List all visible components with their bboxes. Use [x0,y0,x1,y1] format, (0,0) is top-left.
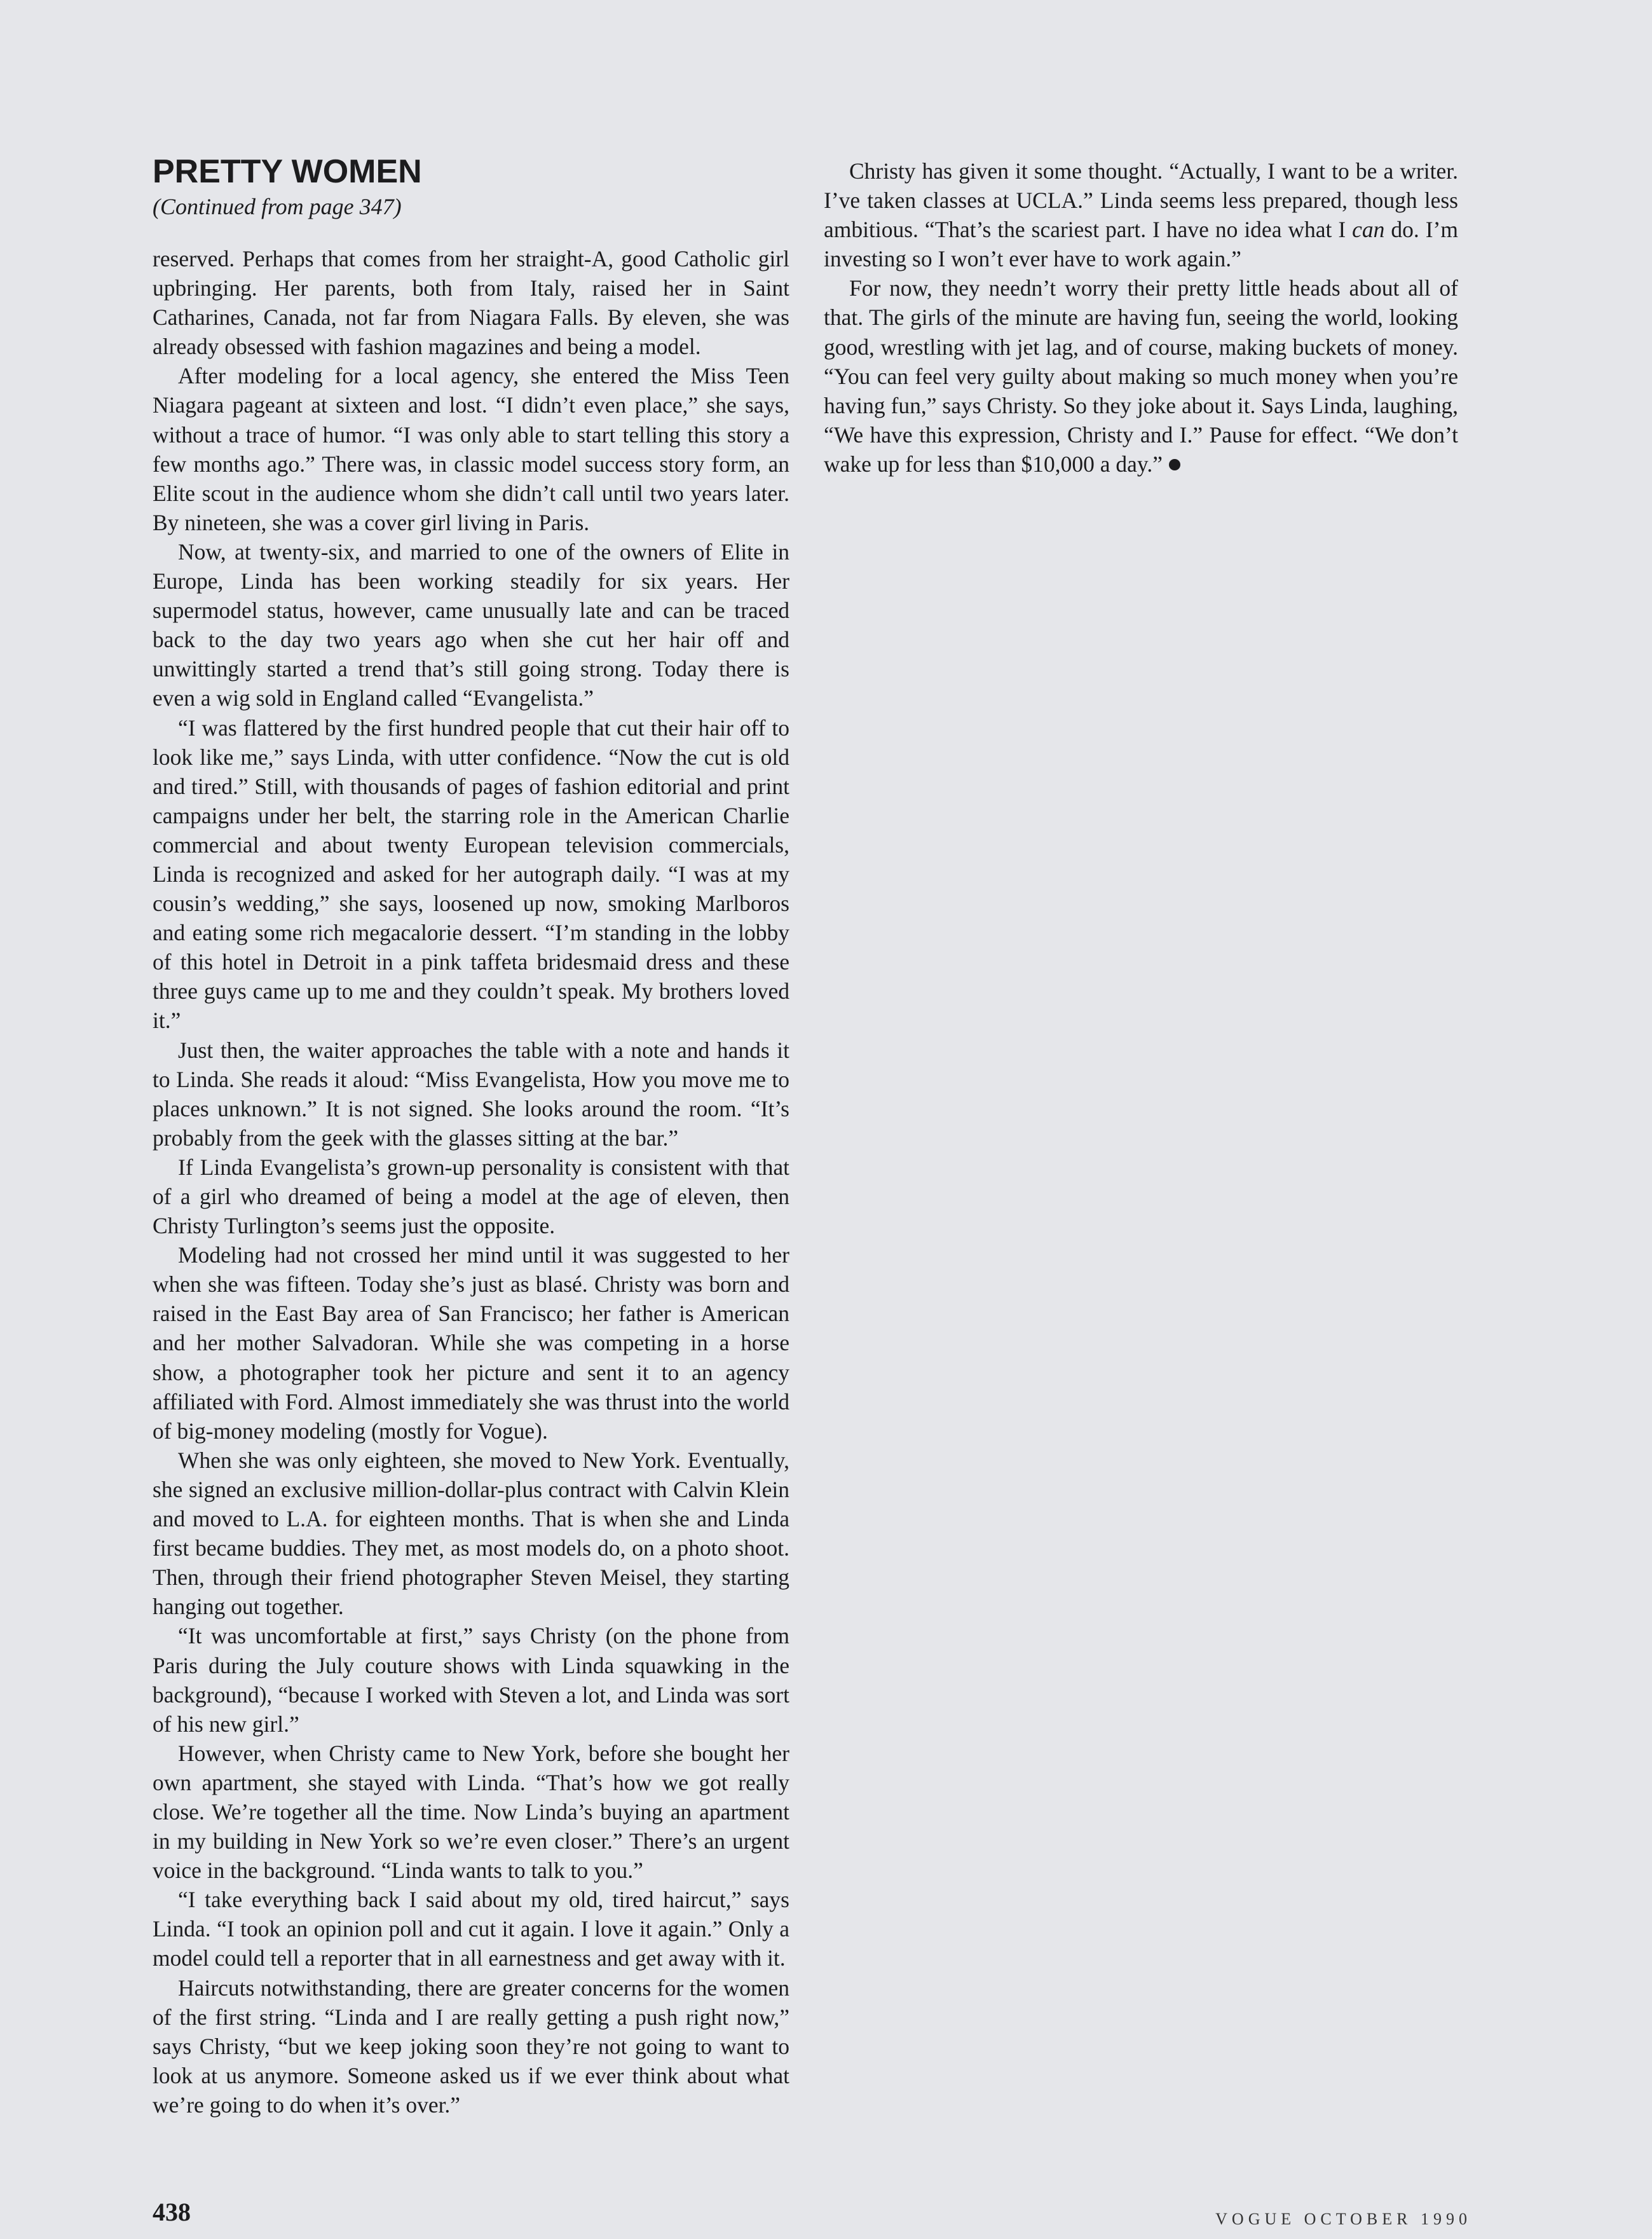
paragraph: After modeling for a local agency, she entered the Miss Teen Niagara pageant at sixteen and lost. “I didn’t even place,” she says, without a trace of humor. “I was only able to start telling this story a few months ago.” There was, in classic model success story form, an Elite scout in the audience whom she didn’t call until two years later. By nineteen, she was a cover girl living in Paris. [153,363,789,535]
paragraph-text: For now, they needn’t worry their pretty little heads about all of that. The girls of the minute are having fun, seeing the world, looking good, wrestling with jet lag, and of course, making buckets of money. “You can feel very guilty about making so much money when you’re having fun,” says Christy. So they joke about it. Says Linda, laughing, “We have this expression, Christy and I.” Pause for effect. “We don’t wake up for less than $10,000 a day.” [824,275,1458,477]
paragraph-text: Christy has given it some thought. “Actually, I want to be a writer. I’ve taken classes at UCLA.” Linda seems less prepared, though less ambitious. “That’s the scariest part. I have no idea what I [824,158,1458,243]
right-text-column [824,156,1458,479]
magazine-issue-credit: VOGUE OCTOBER 1990 [1215,2210,1471,2228]
paragraph [824,156,1458,273]
paragraph: However, when Christy came to New York, before she bought her own apartment, she stayed with Linda. “That’s how we got really close. We’re together all the time. Now Linda’s buying an apartment in my building in New York so we’re even closer.” There’s an urgent voice in the background. “Linda wants to talk to you.” [153,1740,789,1884]
paragraph: When she was only eighteen, she moved to New York. Eventually, she signed an exclusive million-dollar-plus contract with Calvin Klein and moved to L.A. for eighteen months. That is when she and Linda first became buddies. They met, as most models do, on a photo shoot. Then, through their friend photographer Steven Meisel, they starting hanging out together. [153,1447,789,1620]
paragraph: Now, at twenty-six, and married to one of the owners of Elite in Europe, Linda has been working steadily for six years. Her supermodel status, however, came unusually late and can be traced back to the day two years ago when she cut her hair off and unwittingly started a trend that’s still going strong. Today there is even a wig sold in England called “Evangelista.” [153,538,789,711]
paragraph: Modeling had not crossed her mind until it was suggested to her when she was fifteen. Today she’s just as blasé. Christy was born and raised in the East Bay area of San Francisco; her father is American and her mother Salvadoran. While she was competing in a horse show, a photographer took her picture and sent it to an agency affiliated with Ford. Almost immediately she was thrust into the world of big-money modeling (mostly for Vogue). [153,1242,789,1444]
continuation-note: (Continued from page 347) [153,194,402,219]
paragraph: “I take everything back I said about my old, tired haircut,” says Linda. “I took an opinion poll and cut it again. I love it again.” Only a model could tell a reporter that in all earnestness and get away with it. [153,1887,789,1971]
page-number: 438 [153,2198,191,2226]
article-title: PRETTY WOMEN [153,153,422,190]
paragraph: If Linda Evangelista’s grown-up personality is consistent with that of a girl who dreamed of being a model at the age of eleven, then Christy Turlington’s seems just the opposite. [153,1154,789,1239]
paragraph: Haircuts notwithstanding, there are greater concerns for the women of the first string. “Linda and I are really getting a push right now,” says Christy, “but we keep joking soon they’re not going to want to look at us anymore. Someone asked us if we ever think about what we’re going to do when it’s over.” [153,1975,789,2118]
paragraph: reserved. Perhaps that comes from her straight-A, good Catholic girl upbringing. Her parents, both from Italy, raised her in Saint Catharines, Canada, not far from Niagara Falls. By eleven, she was already obsessed with fashion magazines and being a model. [153,246,789,360]
left-text-column [153,244,789,2119]
paragraph: “It was uncomfortable at first,” says Christy (on the phone from Paris during the July couture shows with Linda squawking in the background), “because I worked with Steven a lot, and Linda was sort of his new girl.” [153,1623,789,1737]
paragraph [824,273,1458,479]
emphasized-word: can [1352,217,1385,243]
paragraph-text: do. I’m investing so I won’t ever have to work again.” [824,217,1458,272]
paragraph: “I was flattered by the first hundred people that cut their hair off to look like me,” says Linda, with utter confidence. “Now the cut is old and tired.” Still, with thousands of pages of fashion editorial and print campaigns under her belt, the starring role in the American Charlie commercial and about twenty European television commercials, Linda is recognized and asked for her autograph daily. “I was at my cousin’s wedding,” she says, loosened up now, smoking Marlboros and eating some rich megacalorie dessert. “I’m standing in the lobby of this hotel in Detroit in a pink taffeta bridesmaid dress and these three guys came up to me and they couldn’t speak. My brothers loved it.” [153,715,789,1034]
end-of-article-bullet-icon [1169,459,1180,470]
paragraph: Just then, the waiter approaches the table with a note and hands it to Linda. She reads it aloud: “Miss Evangelista, How you move me to places unknown.” It is not signed. She looks around the room. “It’s probably from the geek with the glasses sitting at the bar.” [153,1037,789,1151]
article-heading [153,151,801,221]
